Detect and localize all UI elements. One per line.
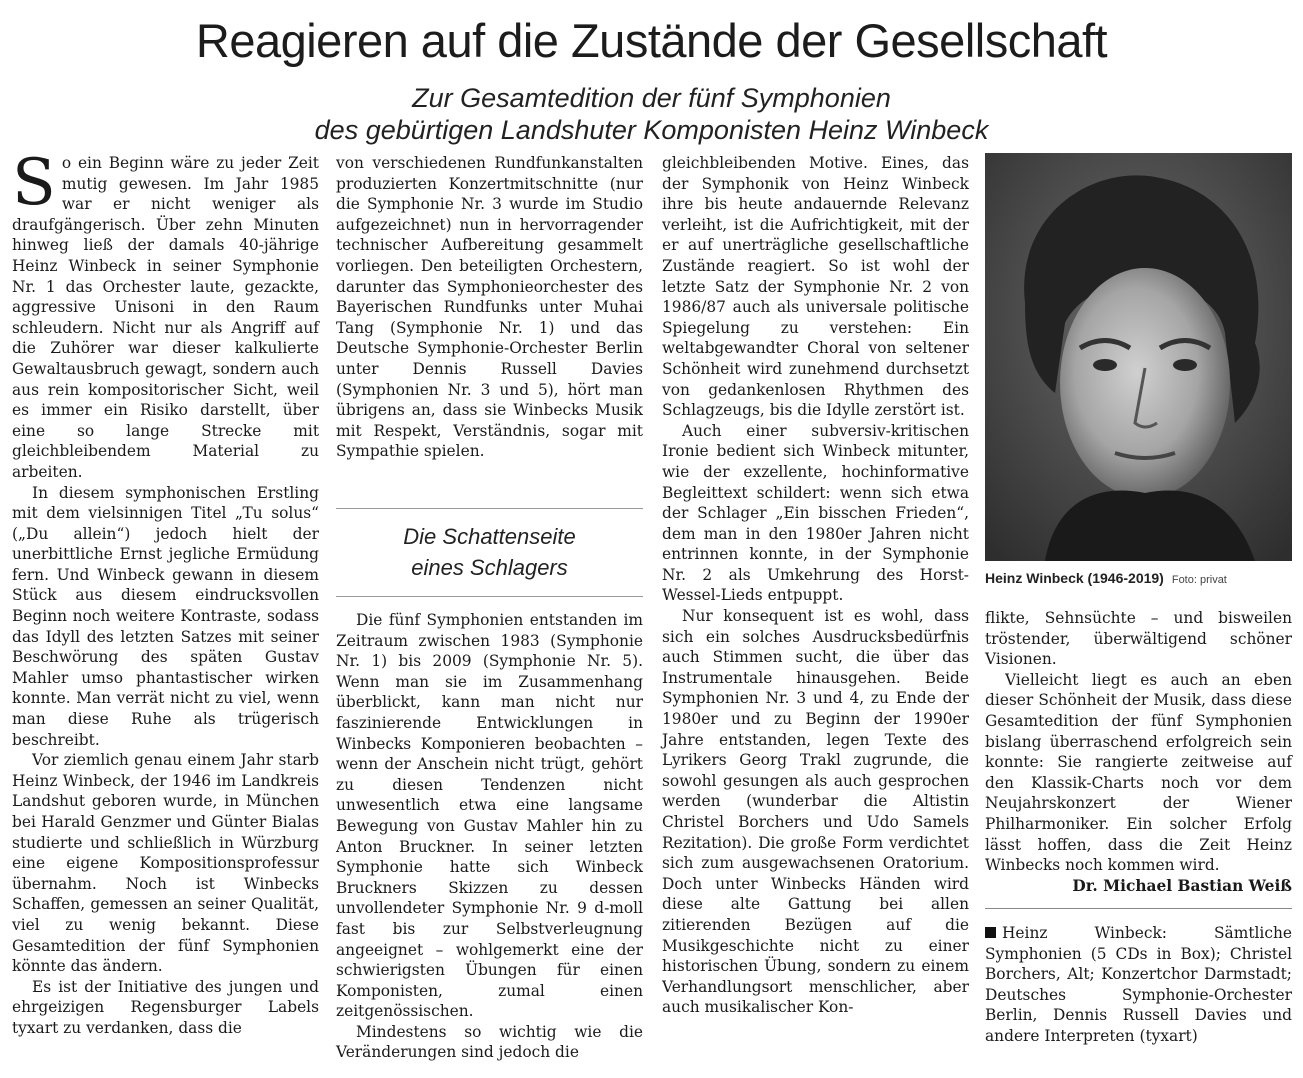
paragraph: Es ist der Initiative des jungen und ehrgeizigen Regensburger Labels tyxart zu verdanken, dass die: [12, 977, 319, 1037]
paragraph: In diesem symphonischen Erstling mit dem vielsinnigen Titel „Tu solus“ („Du allein“) jedoch hielt der unerbittliche Ernst jegliche Ermüdung fern. Und Winbeck gewann in diesem Stück aus diesem eindrucksvollen Beginn noch weitere Kontraste, sodass das Idyll des letzten Satzes mit seiner Beschwörung des späten Gustav Mahler umso phantastischer wirken konnte. Man verrät nicht zu viel, wenn man diese Ruhe als trügerisch beschreibt.: [12, 483, 319, 749]
paragraph-text: Vielleicht liegt es auch an eben dieser Schönheit der Musik, dass diese Gesamtedition der fünf Symphonien bislang überraschend erfolgreich sein konnte: Sie rangierte zeitweise auf den Klassik-Charts noch vor dem Neujahrskonzert der Wiener Philharmoniker. Ein solcher Erfolg lässt hoffen, dass die Zeit Heinz Winbecks noch kommen wird.: [985, 670, 1292, 875]
paragraph: Auch einer subversiv-kritischen Ironie bedient sich Winbeck mitunter, wie der exzellente, hochinformative Begleittext schildert: wenn sich etwa der Schlager „Ein bisschen Frieden“, dem man in den 1980er Jahren nicht entrinnen konnte, in der Symphonie Nr. 2 als Umkehrung des Horst-Wessel-Lieds entpuppt.: [662, 421, 969, 605]
article-column-4: [985, 608, 1292, 896]
square-bullet-icon: [985, 927, 996, 938]
paragraph: flikte, Sehnsüchte – und bisweilen tröstender, überwältigend schöner Visionen.: [985, 609, 1292, 669]
paragraph-text: o ein Beginn wäre zu jeder Zeit mutig gewesen. Im Jahr 1985 war er nicht weniger als draufgängerisch. Über zehn Minuten hinweg ließ der damals 40-jährige Heinz Winbeck in seiner Symphonie Nr. 1 das Orchester laute, gezackte, aggressive Unisoni in den Raum schleudern. Nicht nur als Angriff auf die Zuhörer war dieser kalkulierte Gewaltausbruch gewagt, sondern auch aus rein kompositorischer Sicht, weil es immer ein Risiko darstellt, über eine so lange Strecke mit gleichbleibendem Material zu arbeiten.: [12, 154, 319, 481]
photo-caption: [985, 570, 1292, 586]
paragraph: von verschiedenen Rundfunkanstalten produzierten Konzertmitschnitte (nur die Symphonie Nr. 3 wurde im Studio aufgezeichnet) nun in hervorragender technischer Aufbereitung gesammelt vorliegen. Den beteiligten Orchestern, darunter das Symphonieorchester des Bayerischen Rundfunks unter Muhai Tang (Symphonie Nr. 1) und das Deutsche Symphonie-Orchester Berlin unter Dennis Russell Davies (Symphonien Nr. 3 und 5), hört man übrigens an, dass sie Winbecks Musik mit Respekt, Verständnis, sogar mit Sympathie spielen.: [336, 154, 643, 461]
paragraph: Mindestens so wichtig wie die Veränderungen sind jedoch die: [336, 1022, 643, 1062]
divider: [336, 596, 643, 597]
paragraph: Die fünf Symphonien entstanden im Zeitraum zwischen 1983 (Symphonie Nr. 1) bis 2009 (Symphonie Nr. 5). Wenn man sie im Zusammenhang überblickt, kann man nicht nur faszinierende Entwicklungen in Winbecks Komponieren beobachten – wenn der Anschein nicht trügt, gehört zu diesen Tendenzen nicht unwesentlich etwa eine langsame Bewegung von Gustav Mahler hin zu Anton Bruckner. In seiner letzten Symphonie hatte sich Winbeck Bruckners Skizzen zu dessen unvollendeter Symphonie Nr. 9 d-moll fast bis zur Selbstverleugnung angeeignet – wohlgemerkt eine der schwierigsten Übungen für einen Komponisten, zumal einen zeitgenössischen.: [336, 611, 643, 1021]
author-byline: Dr. Michael Bastian Weiß: [1072, 876, 1292, 895]
caption-name: Heinz Winbeck (1946-2019): [985, 570, 1164, 586]
info-text: Heinz Winbeck: Sämtliche Symphonien (5 CDs in Box); Christel Borchers, Alt; Konzertchor Darmstadt; Deutsches Symphonie-Orchester Berlin, Dennis Russell Davies und andere Interpreten (tyxart): [985, 924, 1292, 1045]
article-column-3: [662, 153, 969, 1018]
portrait-photo: [985, 153, 1292, 561]
paragraph: Vor ziemlich genau einem Jahr starb Heinz Winbeck, der 1946 im Landkreis Landshut geboren wurde, in München bei Harald Genzmer und Günter Bialas studierte und schließlich in Würzburg eine eigene Kompositionsprofessur übernahm. Noch ist Winbecks Schaffen, gemessen an seiner Qualität, viel zu wenig bekannt. Diese Gesamtedition der fünf Symphonien könnte das ändern.: [12, 751, 319, 976]
paragraph: gleichbleibenden Motive. Eines, das der Symphonik von Heinz Winbeck ihre bis heute andauernde Relevanz verleiht, ist die Aufrichtigkeit, mit der er auf unerträgliche gesellschaftliche Zustände reagiert. So ist wohl der letzte Satz der Symphonie Nr. 2 von 1986/87 auch als universale politische Spiegelung zu verstehen: Ein weltabgewandter Choral von seltener Schönheit wird zunehmend durchsetzt von gedankenlosen Rhythmen des Schlagzeugs, bis die Idylle zerstört ist.: [662, 154, 969, 420]
paragraph: [12, 146, 319, 483]
photo-credit: Foto: privat: [1171, 574, 1227, 586]
article-column-2: [336, 153, 643, 462]
info-box: [985, 908, 1292, 1047]
paragraph: [985, 670, 1292, 895]
subheading-line-2: eines Schlagers: [411, 555, 568, 580]
headline: Reagieren auf die Zustände der Gesellschaft: [195, 14, 1108, 67]
drop-cap: S: [12, 146, 56, 220]
article-column-1: [12, 146, 319, 1039]
portrait-image: [985, 153, 1292, 561]
section-subheading: [336, 508, 643, 583]
subheading-line-1: Die Schattenseite: [403, 524, 576, 549]
paragraph: Nur konsequent ist es wohl, dass sich ein solches Ausdrucksbedürfnis auch Stimmen sucht, die über das Instrumentale hinausgehen. Beide Symphonien Nr. 3 und 4, zu Ende der 1980er und zu Beginn der 1990er Jahre entstanden, legen Texte des Lyrikers Georg Trakl zugrunde, die sowohl gesungen als auch gesprochen werden (wunderbar die Altistin Christel Borchers und Udo Samels Rezitation). Die große Form verdichtet sich zum ausgewachsenen Oratorium. Doch unter Winbecks Händen wird diese alte Gattung bei allen zitierenden Bezügen auf die Musikgeschichte nicht zu einer historischen Übung, sondern zu einem Verhandlungsort menschlicher, aber auch musikalischer Kon-: [662, 607, 969, 1017]
subtitle-line-1: Zur Gesamtedition der fünf Symphonien: [412, 83, 891, 113]
subtitle-line-2: des gebürtigen Landshuter Komponisten Heinz Winbeck: [314, 115, 989, 145]
article-column-2-continued: [336, 610, 643, 1063]
